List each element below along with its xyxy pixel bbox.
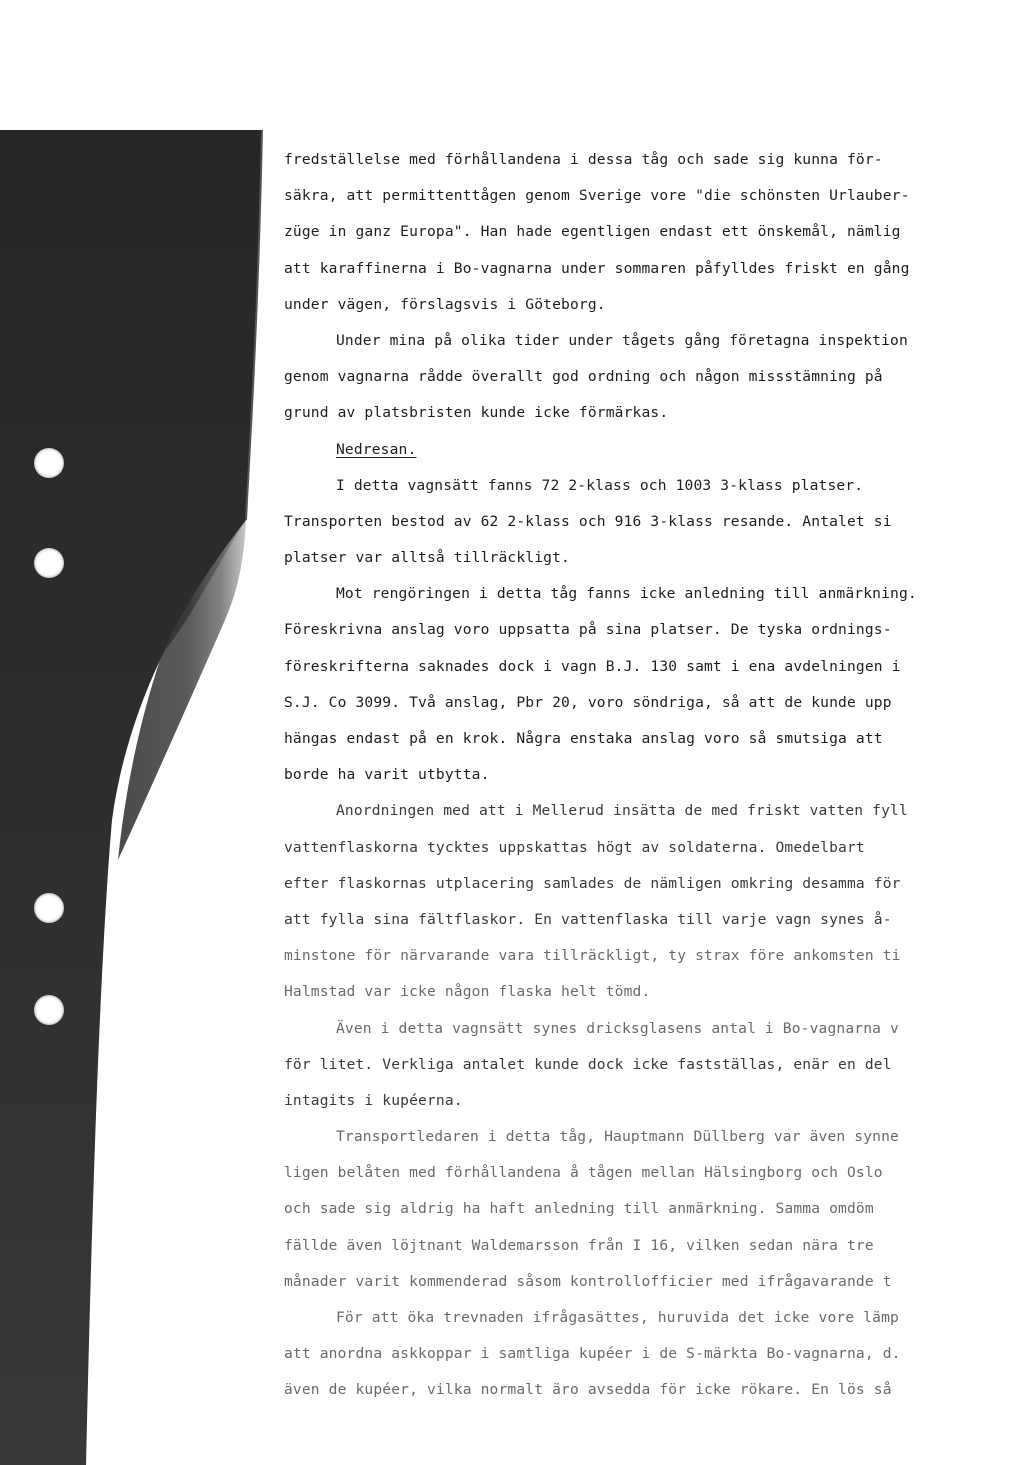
- text-line: [284, 576, 996, 612]
- text-line: [284, 866, 996, 902]
- line-text: minstone för närvarande vara tillräckligt, ty strax före ankomsten ti: [284, 947, 901, 965]
- text-line: [284, 649, 996, 685]
- line-text: I detta vagnsätt fanns 72 2-klass och 1003 3-klass platser.: [336, 476, 864, 494]
- text-line: [284, 1228, 996, 1264]
- text-line: [284, 721, 996, 757]
- punch-hole: [34, 448, 64, 478]
- text-line: [284, 793, 996, 829]
- text-line: [284, 395, 996, 431]
- text-line: [284, 359, 996, 395]
- line-text: vattenflaskorna tycktes uppskattas högt av soldaterna. Omedelbart: [284, 838, 865, 856]
- line-text: Halmstad var icke någon flaska helt tömd.: [284, 983, 651, 1001]
- text-line: [284, 1264, 996, 1300]
- text-line: [284, 540, 996, 576]
- text-line: [284, 685, 996, 721]
- line-text: ligen belåten med förhållandena å tågen mellan Hälsingborg och Oslo: [284, 1164, 883, 1182]
- punch-hole: [34, 548, 64, 578]
- line-text: Transportledaren i detta tåg, Hauptmann Düllberg var även synne: [336, 1128, 899, 1146]
- line-text: månader varit kommenderad såsom kontrollofficier med ifrågavarande t: [284, 1272, 892, 1290]
- text-line: [284, 142, 996, 178]
- line-text: under vägen, förslagsvis i Göteborg.: [284, 295, 606, 313]
- text-line: [284, 1372, 996, 1408]
- text-line: [284, 757, 996, 793]
- line-text: intagits i kupéerna.: [284, 1091, 463, 1109]
- line-text: fällde även löjtnant Waldemarsson från I 16, vilken sedan nära tre: [284, 1236, 874, 1254]
- line-text: säkra, att permittenttågen genom Sverige vore "die schönsten Urlauber-: [284, 187, 910, 205]
- text-line: [284, 902, 996, 938]
- typewritten-text: [284, 142, 996, 1409]
- text-line: [284, 1155, 996, 1191]
- line-text: att anordna askkoppar i samtliga kupéer i de S-märkta Bo-vagnarna, d.: [284, 1345, 901, 1363]
- text-line: [284, 178, 996, 214]
- text-line: [284, 938, 996, 974]
- line-text: fredställelse med förhållandena i dessa tåg och sade sig kunna för-: [284, 151, 883, 168]
- line-text: hängas endast på en krok. Några enstaka anslag voro så smutsiga att: [284, 730, 883, 747]
- text-line: [284, 1119, 996, 1155]
- text-line: [284, 1083, 996, 1119]
- line-text: att fylla sina fältflaskor. En vattenflaska till varje vagn synes å-: [284, 910, 892, 928]
- text-line: [284, 323, 996, 359]
- text-line: [284, 974, 996, 1010]
- line-text: även de kupéer, vilka normalt äro avsedda för icke rökare. En lös så: [284, 1381, 892, 1399]
- text-line: [284, 1191, 996, 1227]
- line-text: Föreskrivna anslag voro uppsatta på sina platser. De tyska ordnings-: [284, 621, 892, 639]
- text-line: [284, 251, 996, 287]
- punch-hole: [34, 995, 64, 1025]
- line-text: Mot rengöringen i detta tåg fanns icke anledning till anmärkning.: [336, 585, 917, 603]
- text-line: [284, 214, 996, 250]
- text-line: [284, 504, 996, 540]
- text-line: [284, 287, 996, 323]
- line-text: züge in ganz Europa". Han hade egentligen endast ett önskemål, nämlig: [284, 223, 901, 241]
- line-text: genom vagnarna rådde överallt god ordning och någon missstämning på: [284, 368, 883, 386]
- line-text: borde ha varit utbytta.: [284, 766, 490, 784]
- text-line: [284, 432, 996, 468]
- line-text: att karaffinerna i Bo-vagnarna under sommaren påfylldes friskt en gång: [284, 259, 910, 277]
- line-text: Transporten bestod av 62 2-klass och 916 3-klass resande. Antalet si: [284, 512, 892, 530]
- text-line: [284, 1300, 996, 1336]
- text-line: [284, 830, 996, 866]
- line-text: platser var alltså tillräckligt.: [284, 549, 570, 567]
- section-heading: Nedresan.: [336, 440, 417, 458]
- line-text: föreskrifterna saknades dock i vagn B.J. 130 samt i ena avdelningen i: [284, 657, 901, 675]
- line-text: och sade sig aldrig ha haft anledning till anmärkning. Samma omdöm: [284, 1200, 874, 1218]
- line-text: Under mina på olika tider under tågets gång företagna inspektion: [336, 331, 908, 349]
- line-text: Även i detta vagnsätt synes dricksglasens antal i Bo-vagnarna v: [336, 1019, 899, 1037]
- line-text: För att öka trevnaden ifrågasättes, huruvida det icke vore lämp: [336, 1309, 899, 1326]
- line-text: för litet. Verkliga antalet kunde dock icke fastställas, enär en del: [284, 1055, 892, 1073]
- line-text: Anordningen med att i Mellerud insätta de med friskt vatten fyll: [336, 802, 908, 820]
- line-text: grund av platsbristen kunde icke förmärkas.: [284, 404, 669, 422]
- text-line: [284, 1336, 996, 1372]
- punch-hole: [34, 893, 64, 923]
- text-line: [284, 612, 996, 648]
- text-line: [284, 1047, 996, 1083]
- line-text: S.J. Co 3099. Två anslag, Pbr 20, voro söndriga, så att de kunde upp: [284, 693, 892, 711]
- line-text: efter flaskornas utplacering samlades de nämligen omkring desamma för: [284, 874, 901, 892]
- text-line: [284, 1011, 996, 1047]
- text-line: [284, 468, 996, 504]
